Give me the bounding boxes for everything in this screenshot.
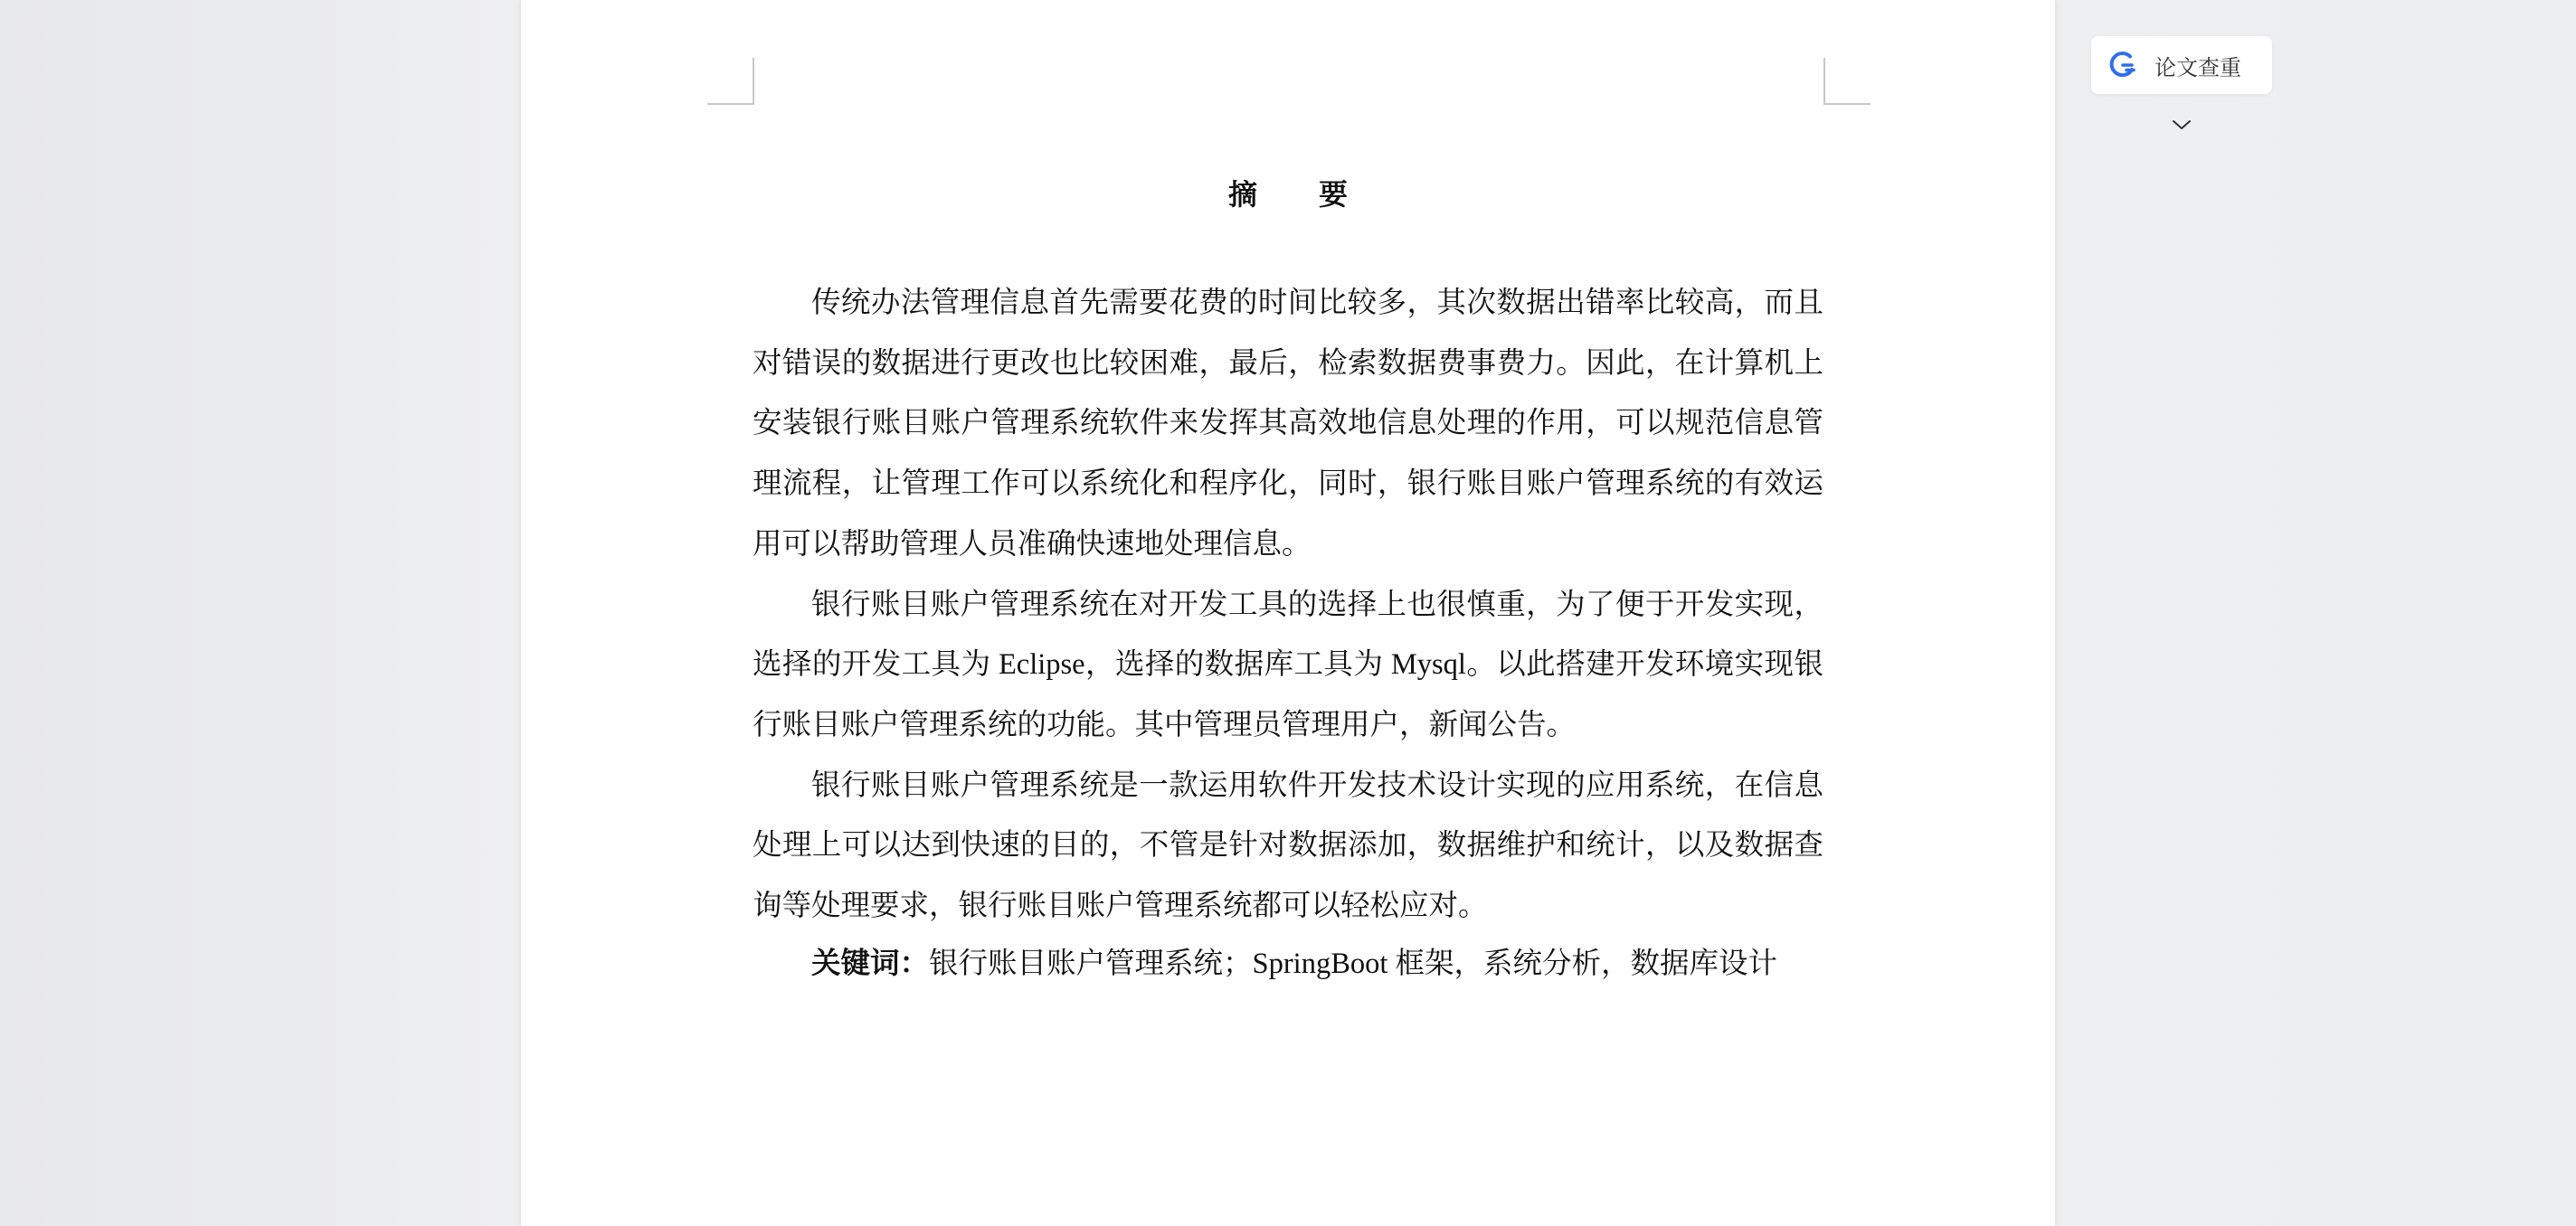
abstract-paragraph-1: 传统办法管理信息首先需要花费的时间比较多，其次数据出错率比较高，而且对错误的数据进行更改也比较困难，最后，检索数据费事费力。因此，在计算机上安装银行账目账户管理系统软件来发挥其高效地信息处理的作用，可以规范信息管理流程，让管理工作可以系统化和程序化，同时，银行账目账户管理系统的有效运用可以帮助管理人员准确快速地处理信息。 (753, 287, 1823, 561)
expand-toggle[interactable] (2167, 114, 2196, 136)
plagiarism-check-label: 论文查重 (2155, 55, 2241, 80)
abstract-title: 摘 要 (1227, 178, 1375, 211)
abstract-paragraph-3: 银行账目账户管理系统是一款运用软件开发技术设计实现的应用系统，在信息处理上可以达到快速的目的，不管是针对数据添加，数据维护和统计，以及数据查询等处理要求，银行账目账户管理系统都可以轻松应对。 (753, 769, 1823, 923)
keywords-label: 关键词： (811, 947, 930, 980)
document-page (521, 0, 2055, 1226)
margin-corner-top-left (707, 58, 754, 105)
margin-corner-top-right (1823, 58, 1870, 105)
abstract-paragraph-2: 银行账目账户管理系统在对开发工具的选择上也很慎重，为了便于开发实现，选择的开发工具为 Eclipse，选择的数据库工具为 Mysql。以此搭建开发环境实现银行账目账户管理系统的功能。其中管理员管理用户，新闻公告。 (753, 588, 1823, 741)
keywords-line (753, 937, 1823, 991)
plagiarism-check-button[interactable] (2091, 36, 2272, 94)
abstract-body (753, 273, 1823, 991)
plagiarism-check-icon (2104, 47, 2140, 83)
keywords-text: 银行账目账户管理系统；SpringBoot 框架，系统分析，数据库设计 (929, 947, 1778, 980)
chevron-down-icon (2172, 119, 2192, 130)
